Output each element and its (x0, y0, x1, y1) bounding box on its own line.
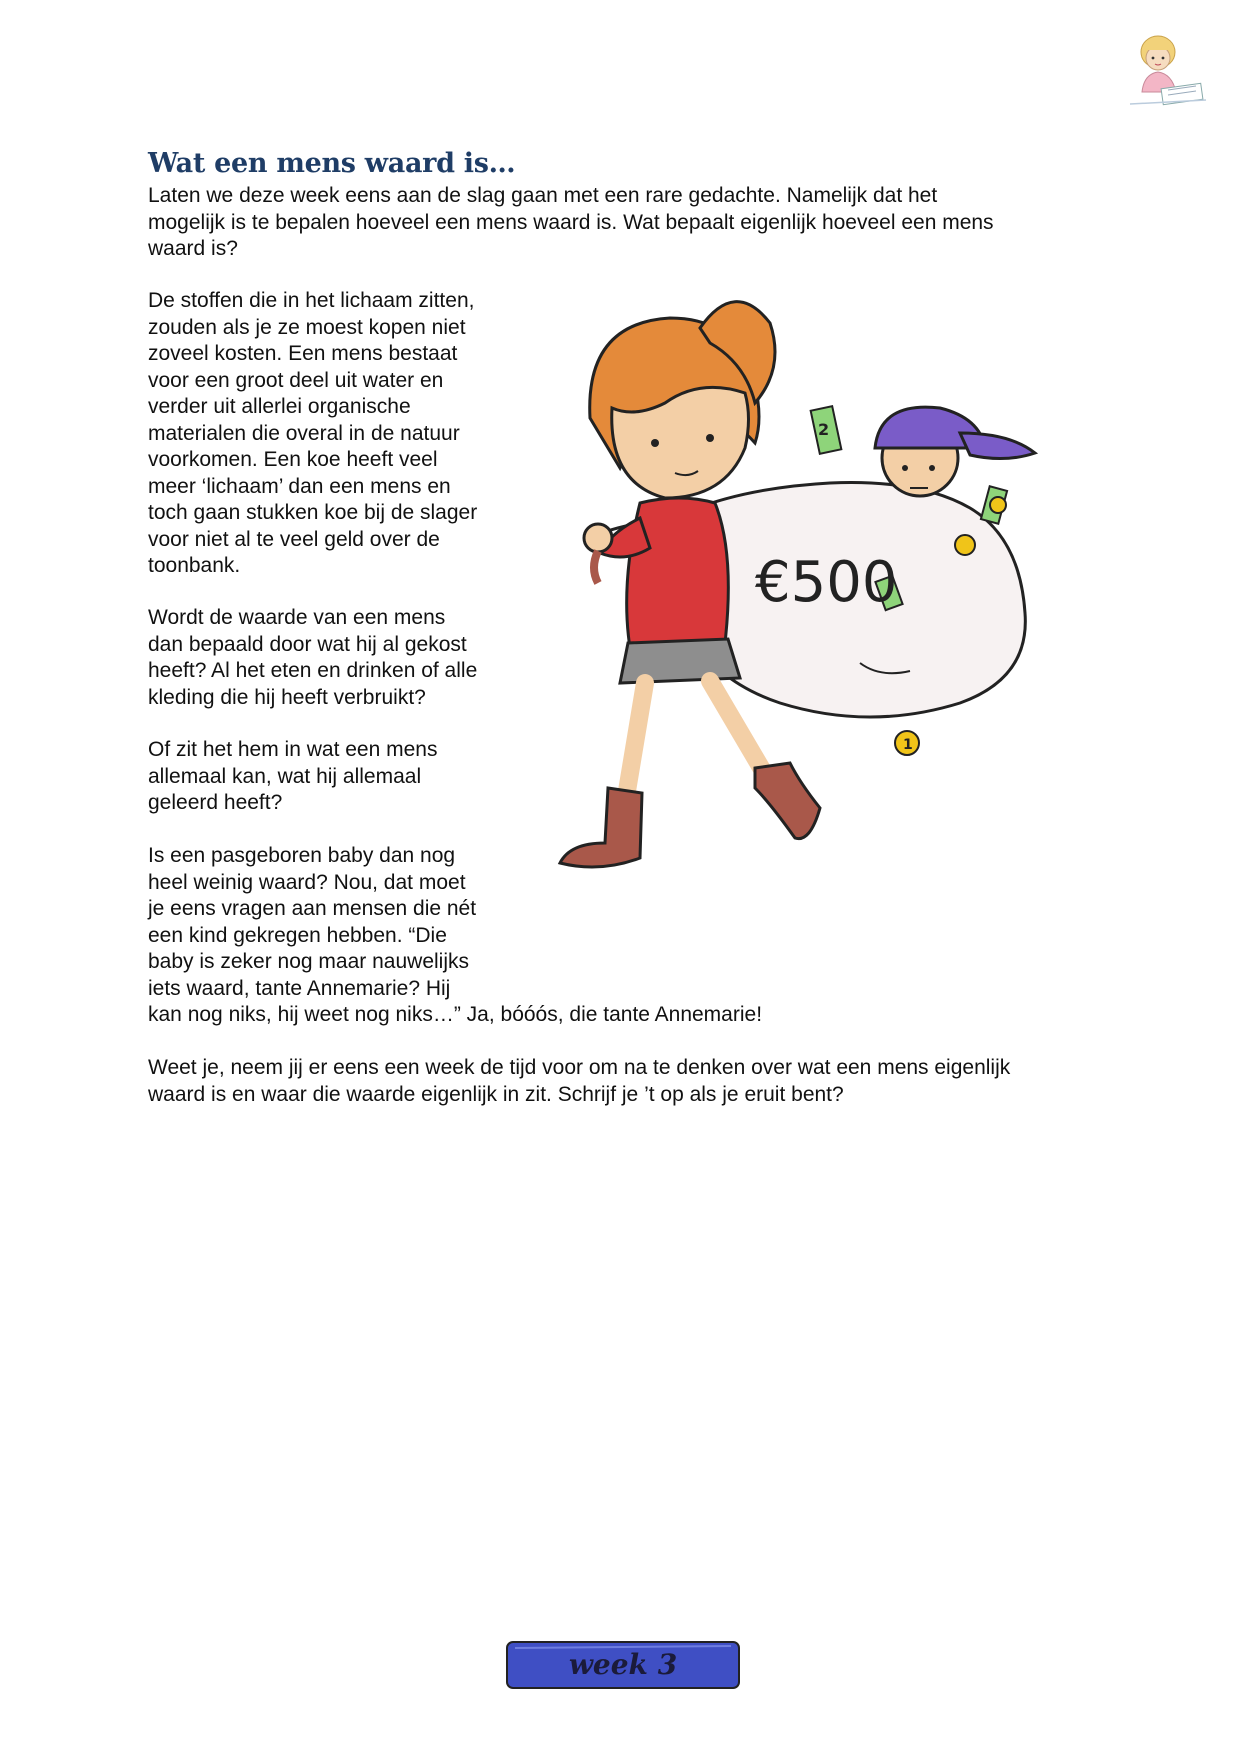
paragraph-baby: Is een pasgeboren baby dan nog heel weinig waard? Nou, dat moet je eens vragen aan mensen die nét een kind gekregen hebben. “Die baby is zeker nog maar nauwelijks iets waard, tante Annemarie? Hij (148, 844, 477, 1000)
paragraph-baby-last-line: kan nog niks, hij weet nog niks…” Ja, bóóós, die tante Annemarie! (148, 1003, 763, 1026)
banknote-left (811, 406, 842, 454)
boy-in-bag (875, 407, 1035, 496)
girl-boot-left (560, 788, 642, 867)
coin-label: 1 (903, 737, 913, 753)
paragraph-body-substances: De stoffen die in het lichaam zitten, zouden als je ze moest kopen niet zoveel kosten. Een mens bestaat voor een groot deel uit water en verder uit allerlei organische materialen die overal in de natuur voorkomen. Een koe heeft veel meer ‘lichaam’ dan een mens en toch gaan stukken koe bij de slager voor niet al te veel geld over de toonbank. (148, 289, 478, 577)
coin-middle (955, 535, 975, 555)
week-label: week 3 (568, 1648, 678, 1681)
paragraph-cost: Wordt de waarde van een mens dan bepaald door wat hij al gekost heeft? Al het eten en drinken of alle kleding die hij heeft verbruikt? (148, 606, 478, 709)
girl-boot-right (755, 763, 820, 839)
girl-skirt (620, 639, 740, 683)
coin-bottom (895, 731, 919, 755)
bag-price-label: €500 (755, 550, 898, 615)
banknote-label: 2 (818, 420, 830, 439)
coin-top (990, 497, 1006, 513)
intro-paragraph: Laten we deze week eens aan de slag gaan met een rare gedachte. Namelijk dat het mogelijk is te bepalen hoeveel een mens waard is. Wat bepaalt eigenlijk hoeveel een mens waard is? (148, 184, 994, 260)
week-badge (505, 1636, 741, 1692)
paragraph-skills: Of zit het hem in wat een mens allemaal kan, wat hij allemaal geleerd heeft? (148, 738, 438, 814)
girl-writing-icon (1122, 30, 1212, 114)
page-title: Wat een mens waard is… (148, 148, 516, 179)
girl-money-bag-illustration (530, 283, 1122, 995)
paragraph-closing: Weet je, neem jij er eens een week de tijd voor om na te denken over wat een mens eigenlijk waard is en waar die waarde eigenlijk in zit. Schrijf je ’t op als je eruit bent? (148, 1056, 1011, 1106)
